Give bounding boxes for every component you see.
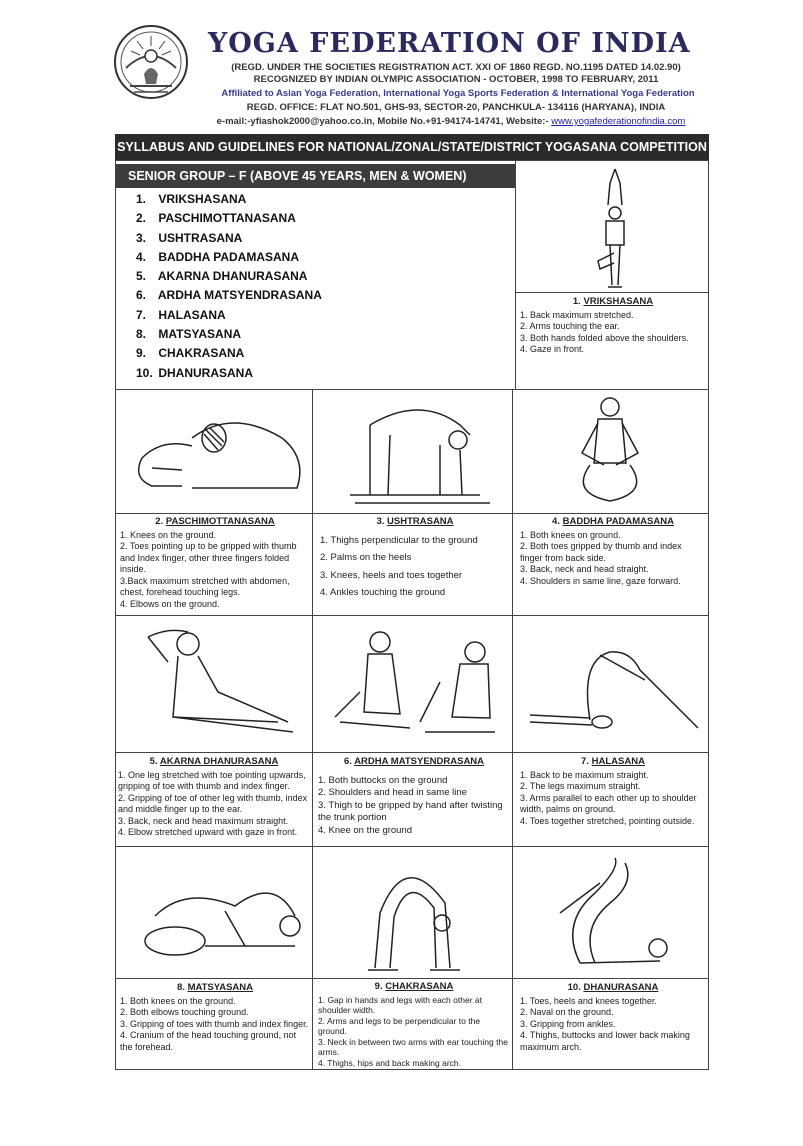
group-title: SENIOR GROUP – F (ABOVE 45 YEARS, MEN & WOMEN) [116, 164, 515, 188]
ushtrasana-illustration [330, 395, 500, 510]
baddha-padamasana-illustration [560, 393, 660, 508]
website-link[interactable]: www.yogafederationofindia.com [551, 116, 686, 127]
pose-1-caption: 1. VRIKSHASANA 1. Back maximum stretched. 2. Arms touching the ear. 3. Both hands folded above the shoulders. 4. Gaze in front. [520, 296, 689, 354]
pose-2-caption: 2. PASCHIMOTTANASANA 1. Knees on the ground. 2. Toes pointing up to be gripped with thumb and Index finger, other three fingers folded inside. 3.Back maximum stretched with abdomen, chest, forehead touching legs. 4. Elbows on the ground. [120, 516, 297, 609]
pose-8-caption: 8. MATSYASANA 1. Both knees on the ground. 2. Both elbows touching ground. 3. Gripping of toes with thumb and index finger. 4. Cranium of the head touching ground, not the forehead. [120, 982, 309, 1052]
contact-line [196, 116, 706, 127]
pose-10-caption: 10. DHANURASANA 1. Toes, heels and knees together. 2. Naval on the ground. 3. Gripping from ankles. 4. Thighs, buttocks and lower back making maximum arch. [520, 982, 690, 1052]
list-item: 6. ARDHA MATSYENDRASANA [136, 288, 322, 303]
list-item: 10. DHANURASANA [136, 365, 254, 380]
dhanurasana-illustration [540, 853, 690, 975]
grid-line [115, 513, 709, 514]
matsyasana-illustration [125, 856, 305, 974]
list-item: 3. USHTRASANA [136, 230, 243, 245]
chakrasana-illustration [350, 853, 480, 975]
vrikshasana-illustration [560, 165, 670, 290]
grid-line [115, 846, 709, 847]
pose-6-caption: 6. ARDHA MATSYENDRASANA 1. Both buttocks on the ground 2. Shoulders and head in same line 3. Thigh to be gripped by hand after twisting the trunk portion 4. Knee on the ground [318, 756, 503, 836]
grid-line [512, 389, 513, 1070]
grid-line [115, 389, 709, 390]
contact-text: e-mail:-yfiashok2000@yahoo.co.in, Mobile No.+91-94174-14741, Website:- [216, 116, 549, 127]
pose-7-caption: 7. HALASANA 1. Back to be maximum straight. 2. The legs maximum straight. 3. Arms parallel to each other up to shoulder width, palms on ground. 4. Toes together stretched, pointing outside. [520, 756, 697, 826]
list-item: 9. CHAKRASANA [136, 346, 245, 361]
pose-9-caption: 9. CHAKRASANA 1. Gap in hands and legs with each other at shoulder width. 2. Arms and legs to be perpendicular to the ground. 3. Neck in between two arms with ear touching the arms. 4. Thighs, hips and back making arch. [318, 981, 508, 1068]
list-item: 1. VRIKSHASANA [136, 192, 247, 206]
halasana-illustration [520, 640, 705, 740]
list-item: 4. BADDHA PADAMASANA [136, 249, 300, 264]
federation-logo [112, 22, 190, 108]
akarna-dhanurasana-illustration [128, 622, 308, 747]
list-item: 2. PASCHIMOTTANASANA [136, 211, 296, 226]
grid-line [115, 615, 709, 616]
list-item: 8. MATSYASANA [136, 327, 242, 342]
grid-line [515, 292, 709, 293]
recognition-line: RECOGNIZED BY INDIAN OLYMPIC ASSOCIATION - OCTOBER, 1998 TO FEBRUARY, 2011 [253, 74, 659, 85]
org-title: YOGA FEDERATION OF INDIA [208, 28, 691, 59]
registration-line: (REGD. UNDER THE SOCIETIES REGISTRATION ACT. XXI OF 1860 REGD. NO.1195 DATED 14.02.90) [231, 62, 681, 73]
asana-list [136, 190, 322, 383]
list-item: 5. AKARNA DHANURASANA [136, 269, 308, 284]
list-item: 7. HALASANA [136, 307, 226, 322]
pose-5-caption: 5. AKARNA DHANURASANA 1. One leg stretched with toe pointing upwards, gripping of toe with thumb and index finger. 2. Gripping of toe of other leg with thumb, index and middle finger up to the ear. 3. Back, neck and head maximum straight. 4. Elbow stretched upward with gaze in front. [118, 756, 308, 837]
grid-line [115, 978, 709, 979]
paschimottanasana-illustration [122, 398, 308, 508]
syllabus-banner: SYLLABUS AND GUIDELINES FOR NATIONAL/ZONAL/STATE/DISTRICT YOGASANA COMPETITION [115, 134, 709, 160]
affiliation-line: Affiliated to Asian Yoga Federation, International Yoga Sports Federation & International Yoga Federation [221, 88, 695, 99]
pose-4-caption: 4. BADDHA PADAMASANA 1. Both knees on ground. 2. Both toes gripped by thumb and index finger from back side. 3. Back, neck and head straight. 4. Shoulders in same line, gaze forward. [520, 516, 682, 586]
pose-3-caption: 3. USHTRASANA 1. Thighs perpendicular to the ground 2. Palms on the heels 3. Knees, heels and toes together 4. Ankles touching the ground [320, 516, 478, 598]
grid-line [115, 752, 709, 753]
office-address: REGD. OFFICE: FLAT NO.501, GHS-93, SECTOR-20, PANCHKULA- 134116 (HARYANA), INDIA [246, 102, 666, 113]
ardha-matsyendrasana-illustration [320, 622, 505, 747]
grid-line [515, 160, 516, 390]
grid-line [312, 389, 313, 1070]
